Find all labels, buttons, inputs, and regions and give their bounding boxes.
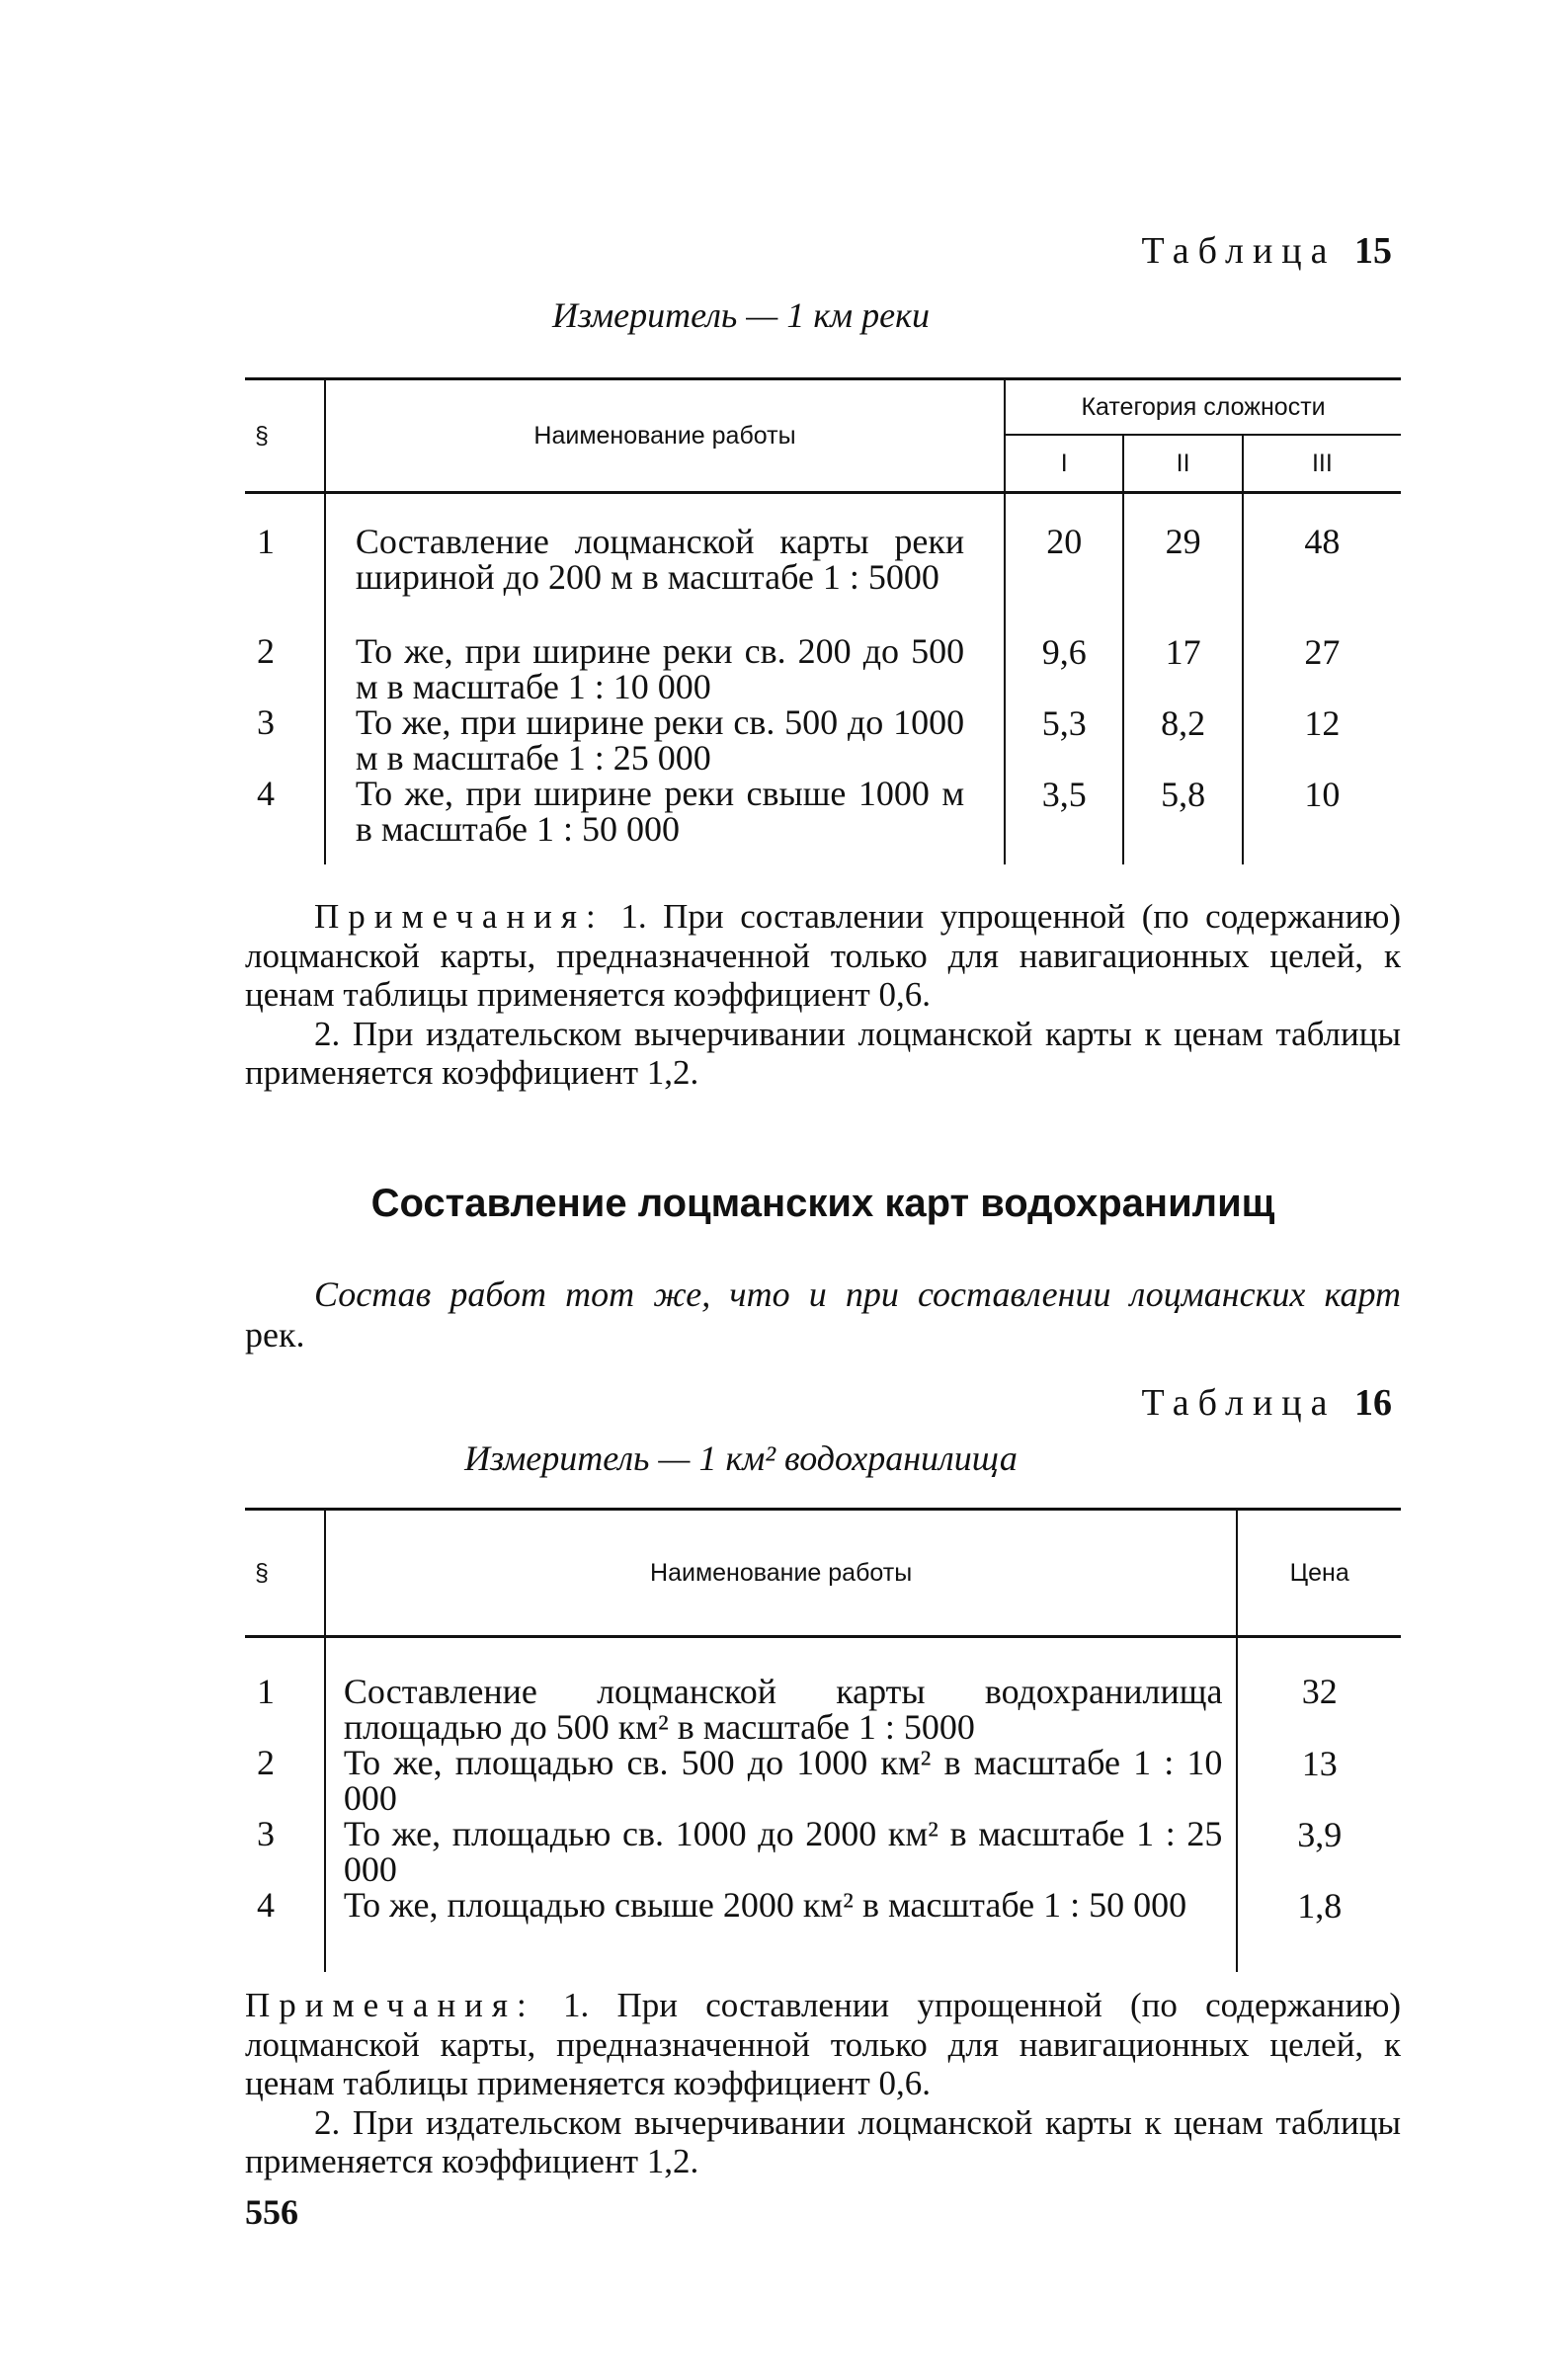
table16-caption — [1141, 1381, 1392, 1425]
table15-row-num: 1 — [257, 522, 275, 561]
table16-unit: Измеритель — 1 км² водохранилища — [464, 1438, 1018, 1478]
section-intro — [245, 1274, 1401, 1356]
table15-caption-number: 15 — [1354, 230, 1392, 272]
table-row — [245, 704, 1401, 776]
table15-row-cat1: 9,6 — [1041, 631, 1087, 672]
table15-unit: Измеритель — 1 км реки — [552, 295, 930, 335]
page-number: 556 — [245, 2192, 298, 2232]
table15-note2: 2. При издательском вычерчивании лоцманской карты к ценам таблицы применяется коэффициент 1,2. — [245, 1014, 1401, 1093]
table16-notes-label: Примечания: — [245, 1986, 535, 2024]
table-row — [245, 1887, 1401, 1972]
table16-row-price: 13 — [1301, 1744, 1338, 1783]
table15-row-cat2: 8,2 — [1123, 704, 1242, 776]
table15-row-cat3: 48 — [1304, 522, 1341, 561]
table15-row-cat1: 20 — [1046, 522, 1083, 561]
table16-row-num: 3 — [257, 1814, 275, 1853]
table15-row-name: То же, при ширине реки св. 500 до 1000 м в масштабе 1 : 25 000 — [325, 704, 1005, 776]
table16-row-num: 4 — [257, 1885, 275, 1925]
table15-row-cat3: 27 — [1304, 631, 1341, 672]
table15-row-cat3: 10 — [1304, 774, 1341, 814]
table16-row-price: 3,9 — [1297, 1815, 1343, 1854]
table16-row-num: 1 — [257, 1672, 275, 1711]
table15-header-cat3: III — [1311, 449, 1333, 477]
table15-header-cat1: I — [1060, 449, 1068, 477]
table15-header-cat2: II — [1123, 435, 1242, 493]
table15-notes — [245, 897, 1401, 1093]
table15-row-cat2: 5,8 — [1123, 776, 1242, 864]
table-row — [245, 1816, 1401, 1887]
table15-row-cat3: 12 — [1304, 702, 1341, 743]
table15-row-cat2: 17 — [1123, 633, 1242, 704]
table15-header-category: Категория сложности — [1005, 379, 1401, 436]
table16-note1: 1. При составлении упрощенной (по содержанию) лоцманской карты, предназначенной только для навигационных целей, к ценам таблицы применяется коэффициент 0,6. — [245, 1986, 1401, 2103]
table15-caption — [1141, 229, 1392, 273]
table16-note2: 2. При издательском вычерчивании лоцманской карты к ценам таблицы применяется коэффициент 1,2. — [245, 2102, 1401, 2181]
table16-header-section: § — [255, 1558, 269, 1587]
table16-header-name: Наименование работы — [325, 1510, 1238, 1637]
table15-row-name: То же, при ширине реки свыше 1000 м в масштабе 1 : 50 000 — [325, 776, 1005, 864]
table-row — [245, 1637, 1401, 1746]
table15-row-num: 2 — [257, 630, 275, 671]
table-row — [245, 1745, 1401, 1816]
table15-note1: 1. При составлении упрощенной (по содержанию) лоцманской карты, предназначенной только для навигационных целей, к ценам таблицы применяется коэффициент 0,6. — [245, 897, 1402, 1015]
table15-header-name: Наименование работы — [325, 379, 1005, 493]
table16-row-num: 2 — [257, 1743, 275, 1782]
table15-row-name: Составление лоцманской карты реки шириной до 200 м в масштабе 1 : 5000 — [325, 493, 1005, 633]
table15-notes-label: Примечания: — [314, 897, 605, 936]
table15-row-name: То же, при ширине реки св. 200 до 500 м в масштабе 1 : 10 000 — [325, 633, 1005, 704]
table15 — [245, 377, 1401, 864]
table15-row-cat2: 29 — [1123, 493, 1242, 633]
table16-caption-word: Таблица — [1141, 1382, 1337, 1424]
table15-header-section: § — [255, 421, 269, 450]
table-row — [245, 776, 1401, 864]
table16-row-name: То же, площадью св. 1000 до 2000 км² в масштабе 1 : 25 000 — [325, 1816, 1238, 1887]
table16-row-price: 32 — [1301, 1672, 1338, 1711]
table16-header-price: Цена — [1289, 1558, 1349, 1587]
table16-row-price: 1,8 — [1297, 1886, 1343, 1926]
table16 — [245, 1508, 1401, 1972]
table15-row-cat1: 5,3 — [1041, 702, 1087, 743]
section-intro-tail: рек. — [245, 1315, 305, 1355]
section-heading: Составление лоцманских карт водохранилищ — [370, 1182, 1275, 1225]
table-row — [245, 633, 1401, 704]
table15-caption-word: Таблица — [1141, 230, 1337, 272]
table15-row-cat1: 3,5 — [1041, 774, 1087, 814]
table15-row-num: 4 — [257, 773, 275, 813]
table16-row-name: То же, площадью св. 500 до 1000 км² в масштабе 1 : 10 000 — [325, 1745, 1238, 1816]
table16-row-name: Составление лоцманской карты водохранилища площадью до 500 км² в масштабе 1 : 5000 — [325, 1637, 1238, 1746]
table-row — [245, 493, 1401, 633]
table16-notes — [245, 1986, 1401, 2181]
section-intro-text: Состав работ тот же, что и при составлении лоцманских карт — [314, 1274, 1401, 1314]
table16-row-name: То же, площадью свыше 2000 км² в масштабе 1 : 50 000 — [325, 1887, 1238, 1972]
table16-caption-number: 16 — [1354, 1382, 1392, 1424]
table15-row-num: 3 — [257, 701, 275, 742]
